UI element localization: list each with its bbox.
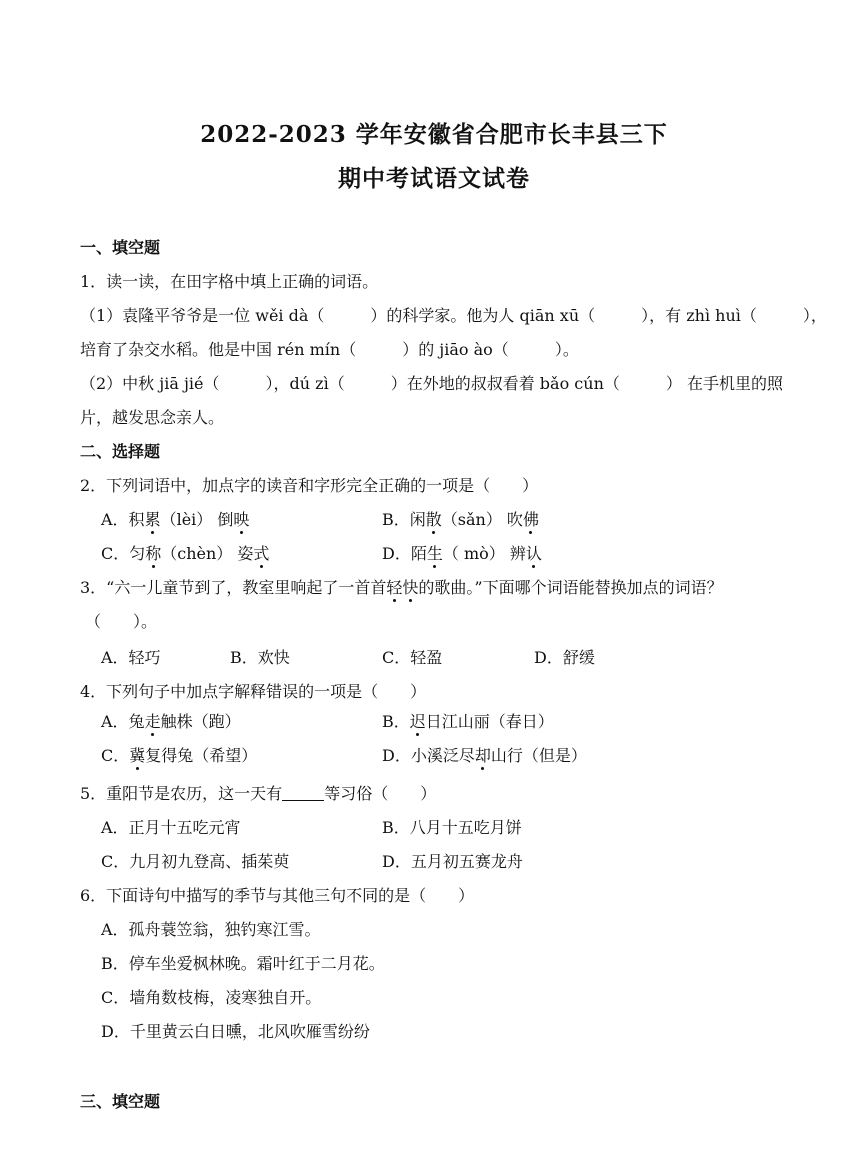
opt-text: B．: [382, 712, 410, 731]
opt-text: D．小溪泛尽: [382, 746, 475, 765]
question-6-option-a[interactable]: A．孤舟蓑笠翁，独钓寒江雪。: [101, 920, 321, 939]
dotted-char: 走: [144, 712, 161, 731]
dotted-char: 生: [426, 544, 443, 563]
dotted-char: 佛: [522, 510, 539, 529]
question-6-stem: 6．下面诗句中描写的季节与其他三句不同的是（ ）: [80, 886, 475, 905]
question-4-option-a[interactable]: [101, 712, 241, 732]
question-1-part-1: [80, 306, 827, 326]
q1-p1-text-b: ）的科学家。他为人 qiān xū（: [370, 306, 596, 325]
q1-p2-text-a: （2）中秋 jiā jié（: [80, 374, 220, 393]
opt-text: （lèi） 倒: [160, 510, 234, 529]
question-4-option-c[interactable]: [101, 746, 257, 766]
opt-text: 日江山丽（春日）: [425, 712, 554, 731]
opt-text: 复得兔（希望）: [145, 746, 258, 765]
question-1-stem: 1．读一读，在田字格中填上正确的词语。: [80, 272, 379, 291]
q3-text-a: 3．“六一儿童节到了，教室里响起了一首首: [80, 578, 387, 597]
question-1-part-1-cont: [80, 340, 579, 360]
q3-text-b: 的歌曲。”下面哪个词语能替换加点的词语？: [418, 578, 723, 597]
fill-underline[interactable]: [282, 786, 324, 801]
opt-text: C．: [101, 746, 130, 765]
dotted-char: 映: [233, 510, 250, 529]
question-2-option-a[interactable]: [101, 510, 249, 530]
q1-p1-text-f: ）的 jiāo ào（: [402, 340, 509, 359]
q1-p1-text-e: 培育了杂交水稻。他是中国 rén mín（: [80, 340, 357, 359]
question-3-option-c[interactable]: C．轻盈: [382, 648, 443, 667]
question-4-option-d[interactable]: [382, 746, 587, 766]
opt-text: B．闲: [382, 510, 426, 529]
dotted-char: 迟: [409, 712, 426, 731]
opt-text: 山行（但是）: [490, 746, 587, 765]
question-5-option-b[interactable]: B．八月十五吃月饼: [382, 818, 522, 837]
question-6-option-d[interactable]: D．千里黄云白日曛，北风吹雁雪纷纷: [101, 1022, 370, 1041]
dotted-char: 却: [474, 746, 491, 765]
question-5-stem: [80, 784, 436, 804]
dotted-char: 冀: [129, 746, 146, 765]
q1-p1-text-g: ）。: [554, 340, 579, 359]
dotted-char: 式: [253, 544, 270, 563]
question-1-part-2-cont: 片，越发思念亲人。: [80, 408, 225, 427]
q5-text-a: 5．重阳节是农历，这一天有: [80, 784, 283, 803]
section-heading-choice: 二、选择题: [80, 442, 161, 461]
opt-text: C．匀: [101, 544, 146, 563]
page-title-line2: 期中考试语文试卷: [338, 165, 530, 192]
q1-p1-text-d: ），: [802, 306, 827, 325]
q1-p2-text-b: ），dú zì（: [265, 374, 345, 393]
question-2-option-d[interactable]: [382, 544, 542, 564]
question-4-option-b[interactable]: [382, 712, 554, 732]
q5-text-b: 等习俗（ ）: [324, 784, 437, 803]
dotted-char: 快: [402, 578, 419, 597]
question-6-option-c[interactable]: C．墙角数枝梅，凌寒独自开。: [101, 988, 322, 1007]
section-heading-fill-2: 三、填空题: [80, 1092, 161, 1111]
question-5-option-d[interactable]: D．五月初五赛龙舟: [382, 852, 523, 871]
opt-text: D．陌: [382, 544, 427, 563]
question-1-part-2: [80, 374, 783, 394]
question-4-stem: 4．下列句子中加点字解释错误的一项是（ ）: [80, 682, 427, 701]
dotted-char: 称: [145, 544, 162, 563]
q1-p2-text-d: ） 在手机里的照: [665, 374, 783, 393]
question-2-stem: 2．下列词语中，加点字的读音和字形完全正确的一项是（ ）: [80, 476, 539, 495]
question-3-option-b[interactable]: B．欢快: [230, 648, 290, 667]
opt-text: （sǎn） 吹: [441, 510, 523, 529]
dotted-char: 散: [425, 510, 442, 529]
page-title-line1: 2022-2023 学年安徽省合肥市长丰县三下: [200, 121, 668, 148]
opt-text: A．积: [101, 510, 145, 529]
opt-text: （chèn） 姿: [161, 544, 254, 563]
question-3-stem-cont: （ ）。: [85, 612, 158, 631]
question-3-option-d[interactable]: D．舒缓: [534, 648, 595, 667]
opt-text: 触株（跑）: [160, 712, 241, 731]
question-2-option-c[interactable]: [101, 544, 269, 564]
question-5-option-a[interactable]: A．正月十五吃元宵: [101, 818, 241, 837]
question-6-option-b[interactable]: B．停车坐爱枫林晚。霜叶红于二月花。: [101, 954, 385, 973]
opt-text: A．兔: [101, 712, 145, 731]
dotted-char: 累: [144, 510, 161, 529]
opt-text: （ mò） 辨: [442, 544, 526, 563]
question-5-option-c[interactable]: C．九月初九登高、插茱萸: [101, 852, 290, 871]
question-2-option-b[interactable]: [382, 510, 539, 530]
dotted-char: 认: [525, 544, 542, 563]
dotted-char: 轻: [386, 578, 403, 597]
q1-p2-text-c: ）在外地的叔叔看着 bǎo cún（: [390, 374, 620, 393]
question-3-stem: [80, 578, 723, 598]
q1-p1-text-a: （1）袁隆平爷爷是一位 wěi dà（: [80, 306, 325, 325]
question-3-option-a[interactable]: A．轻巧: [101, 648, 161, 667]
section-heading-fill: 一、填空题: [80, 238, 161, 257]
q1-p1-text-c: ），有 zhì huì（: [641, 306, 757, 325]
